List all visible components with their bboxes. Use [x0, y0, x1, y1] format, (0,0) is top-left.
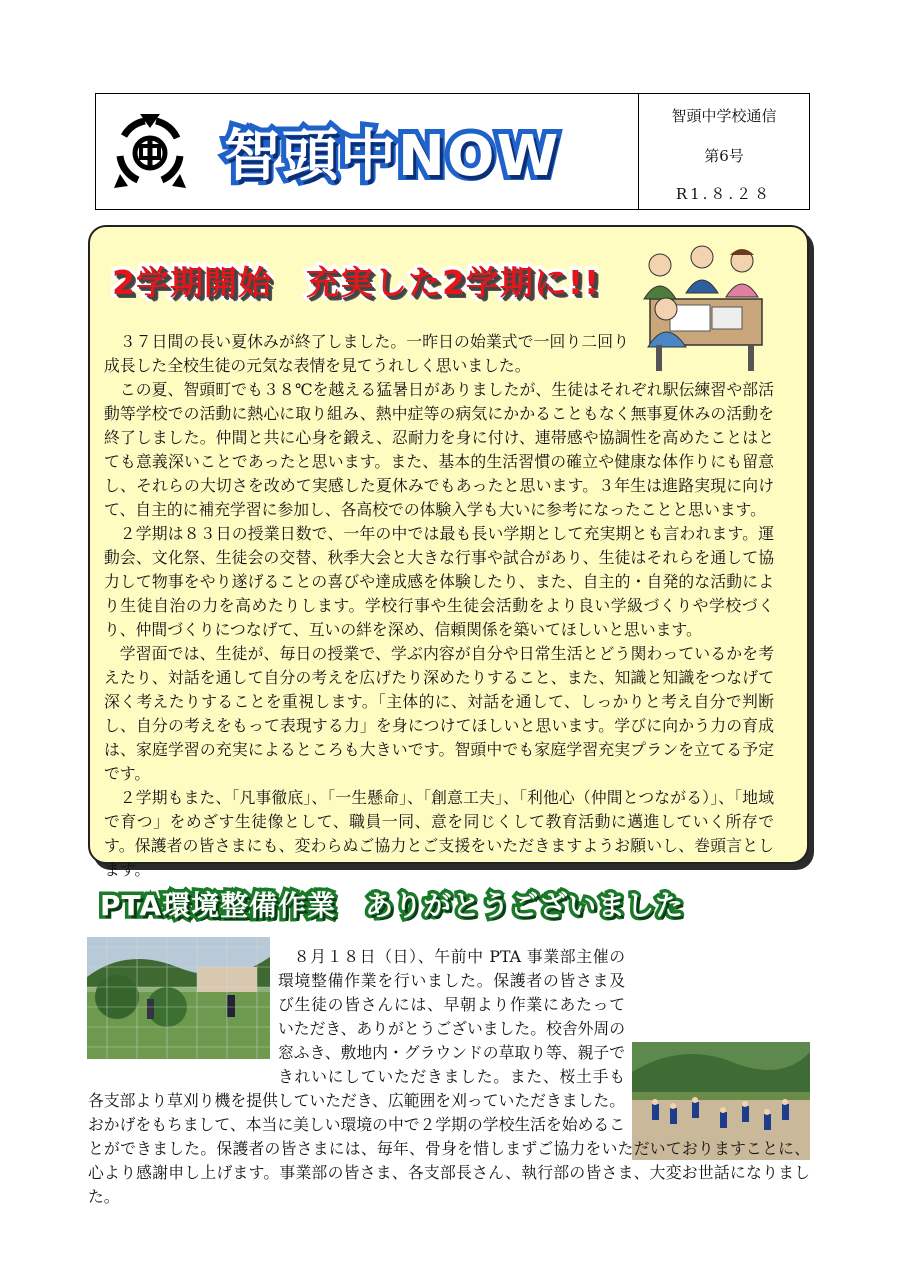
newsletter-title: 智頭中NOW	[224, 124, 561, 189]
issue-number: 第6号	[704, 147, 744, 165]
pta-section-title: PTA環境整備作業 ありがとうございました	[100, 889, 685, 922]
header-divider	[638, 94, 639, 209]
message-paragraph: この夏、智頭町でも３８℃を越える猛暑日がありましたが、生徒はそれぞれ駅伝練習や部活動等学校での活動に熱心に取り組み、熱中症等の病気にかかることもなく無事夏休みの活動を終了しました。仲間と共に心身を鍛え、忍耐力を身に付け、連帯感や協調性を高めたことはとても意義深いことであったと思います。また、基本的生活習慣の確立や健康な体作りにも留意し、それらの大切さを改めて実感した夏休みでもあったと思います。３年生は進路実現に向けて、自主的に補充学習に参加し、各高校での体験入学も大いに参考になったことと思います。	[104, 380, 774, 519]
school-emblem-icon	[110, 108, 190, 194]
newsletter-name: 智頭中学校通信	[671, 107, 777, 125]
issue-date: R1.８.２８	[675, 185, 773, 203]
message-paragraph: ２学期もまた、「凡事徹底」、「一生懸命」、「創意工夫」、「利他心（仲間とつながる）」、「地域で育つ」をめざす生徒像として、職員一同、意を同じくして教育活動に邁進していく所存です。保護者の皆さまにも、変わらぬご協力とご支援をいただきますようお願いし、巻頭言とします。	[104, 788, 774, 879]
message-paragraph: 学習面では、生徒が、毎日の授業で、学ぶ内容が自分や日常生活とどう関わっているかを考えたり、対話を通して自分の考えを広げたり深めたりすること、また、知識と知識をつなげて深く考えたりすることを重視します。「主体的に、対話を通して、しっかりと考え自分で判断し、自分の考えをもって表現する力」を身につけてほしいと思います。学びに向かう力の育成は、家庭学習の充実によるところも大きいです。智頭中でも家庭学習充実プランを立てる予定です。	[104, 644, 774, 783]
photo-spacer-right	[625, 1017, 810, 1125]
message-paragraph: ３７日間の長い夏休みが終了しました。一昨日の始業式で一回り二回り成長した全校生徒の元気な表情を見てうれしく思いました。	[104, 332, 629, 375]
pta-body	[88, 945, 810, 1209]
message-title: 2学期開始 充実した2学期に!!	[112, 263, 601, 302]
message-body	[104, 330, 774, 882]
message-paragraph: ２学期は８３日の授業日数で、一年の中では最も長い学期として充実期とも言われます。運動会、文化祭、生徒会の交替、秋季大会と大きな行事や試合があり、生徒はそれらを通して協力して物事をやり遂げることの喜びや達成感を体験したり、また、自主的・自発的な活動により生徒自治の力を高めたりします。学校行事や生徒会活動をより良い学級づくりや学校づくり、仲間づくりにつなげて、互いの絆を深め、信頼関係を築いてほしいと思います。	[104, 524, 774, 639]
pta-paragraph: ８月１８日（日）、午前中 PTA 事業部主催の環境整備作業を行いました。保護者の皆さま及び生徒の皆さんには、早朝より作業にあたっていただき、ありがとうございました。校舎外周の窓ふき、敷地内・グラウンドの草取り等、親子できれいにしていただきました。また、桜土手も各支部より草刈り機を提供していただき、広範囲を刈っていただきました。おかげをもちまして、本当に美しい環境の中で２学期の学校生活を始めることができました。保護者の皆さまには、毎年、骨身を惜しまずご協力をいただいておりますことに、心より感謝申し上げます。事業部の皆さま、各支部長さん、執行部の皆さま、大変お世話になりました。	[88, 947, 810, 1206]
photo-spacer-left	[88, 945, 278, 1067]
masthead	[95, 93, 810, 210]
